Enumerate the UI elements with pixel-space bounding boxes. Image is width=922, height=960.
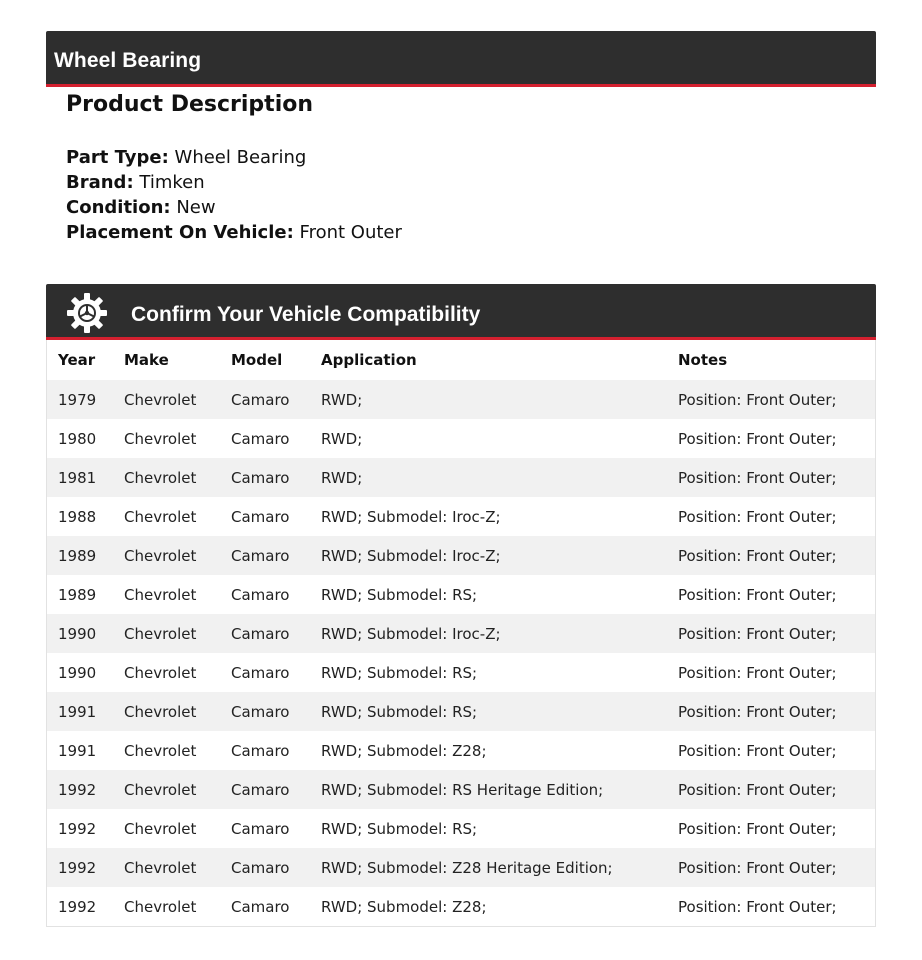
cell-make: Chevrolet bbox=[124, 468, 197, 487]
cell-application: RWD; Submodel: RS; bbox=[321, 585, 478, 604]
spec-value: Front Outer bbox=[299, 222, 402, 243]
product-title: Wheel Bearing bbox=[54, 49, 202, 72]
cell-year: 1979 bbox=[58, 390, 97, 409]
table-row bbox=[47, 692, 875, 731]
spec-label: Brand: bbox=[66, 172, 134, 193]
cell-year: 1992 bbox=[58, 780, 97, 799]
table-body bbox=[47, 380, 875, 926]
column-header-notes: Notes bbox=[678, 351, 728, 369]
cell-model: Camaro bbox=[231, 663, 290, 682]
cell-application: RWD; bbox=[321, 429, 363, 448]
cell-make: Chevrolet bbox=[124, 624, 197, 643]
cell-make: Chevrolet bbox=[124, 858, 197, 877]
cell-notes: Position: Front Outer; bbox=[678, 429, 837, 448]
table-row bbox=[47, 458, 875, 497]
spec-part-type bbox=[66, 145, 402, 170]
cell-model: Camaro bbox=[231, 624, 290, 643]
cell-make: Chevrolet bbox=[124, 429, 197, 448]
spec-condition bbox=[66, 195, 402, 220]
table-row bbox=[47, 731, 875, 770]
cell-model: Camaro bbox=[231, 780, 290, 799]
cell-notes: Position: Front Outer; bbox=[678, 468, 837, 487]
table-row bbox=[47, 770, 875, 809]
cell-notes: Position: Front Outer; bbox=[678, 624, 837, 643]
cell-notes: Position: Front Outer; bbox=[678, 819, 837, 838]
spec-value: New bbox=[176, 197, 216, 218]
cell-make: Chevrolet bbox=[124, 585, 197, 604]
column-header-model: Model bbox=[231, 351, 283, 369]
table-row bbox=[47, 653, 875, 692]
spec-list bbox=[66, 145, 402, 245]
product-description-section bbox=[66, 92, 846, 117]
cell-notes: Position: Front Outer; bbox=[678, 663, 837, 682]
cell-year: 1991 bbox=[58, 741, 97, 760]
column-header-make: Make bbox=[124, 351, 169, 369]
compatibility-title: Confirm Your Vehicle Compatibility bbox=[131, 303, 481, 326]
cell-model: Camaro bbox=[231, 468, 290, 487]
cell-model: Camaro bbox=[231, 858, 290, 877]
cell-make: Chevrolet bbox=[124, 507, 197, 526]
cell-notes: Position: Front Outer; bbox=[678, 546, 837, 565]
spec-label: Condition: bbox=[66, 197, 171, 218]
cell-model: Camaro bbox=[231, 546, 290, 565]
cell-year: 1991 bbox=[58, 702, 97, 721]
cell-model: Camaro bbox=[231, 702, 290, 721]
cell-year: 1981 bbox=[58, 468, 97, 487]
cell-make: Chevrolet bbox=[124, 702, 197, 721]
cell-application: RWD; Submodel: RS; bbox=[321, 819, 478, 838]
spec-placement bbox=[66, 220, 402, 245]
cell-notes: Position: Front Outer; bbox=[678, 390, 837, 409]
spec-label: Placement On Vehicle: bbox=[66, 222, 294, 243]
cell-model: Camaro bbox=[231, 390, 290, 409]
cell-application: RWD; Submodel: RS; bbox=[321, 663, 478, 682]
cell-application: RWD; Submodel: Iroc-Z; bbox=[321, 624, 501, 643]
cell-notes: Position: Front Outer; bbox=[678, 897, 837, 916]
table-row bbox=[47, 497, 875, 536]
column-header-application: Application bbox=[321, 351, 417, 369]
cell-make: Chevrolet bbox=[124, 741, 197, 760]
cell-make: Chevrolet bbox=[124, 780, 197, 799]
cell-model: Camaro bbox=[231, 429, 290, 448]
cell-make: Chevrolet bbox=[124, 546, 197, 565]
cell-model: Camaro bbox=[231, 819, 290, 838]
cell-model: Camaro bbox=[231, 507, 290, 526]
table-row bbox=[47, 575, 875, 614]
cell-make: Chevrolet bbox=[124, 390, 197, 409]
table-row bbox=[47, 419, 875, 458]
cell-make: Chevrolet bbox=[124, 897, 197, 916]
cell-model: Camaro bbox=[231, 585, 290, 604]
spec-label: Part Type: bbox=[66, 147, 169, 168]
cell-make: Chevrolet bbox=[124, 819, 197, 838]
cell-notes: Position: Front Outer; bbox=[678, 780, 837, 799]
compatibility-header-bar bbox=[46, 284, 876, 340]
spec-value: Timken bbox=[139, 172, 205, 193]
table-row bbox=[47, 614, 875, 653]
cell-notes: Position: Front Outer; bbox=[678, 702, 837, 721]
spec-value: Wheel Bearing bbox=[174, 147, 307, 168]
cell-year: 1992 bbox=[58, 858, 97, 877]
cell-year: 1990 bbox=[58, 663, 97, 682]
cell-year: 1992 bbox=[58, 897, 97, 916]
cell-notes: Position: Front Outer; bbox=[678, 585, 837, 604]
cell-notes: Position: Front Outer; bbox=[678, 507, 837, 526]
cell-notes: Position: Front Outer; bbox=[678, 741, 837, 760]
table-row bbox=[47, 809, 875, 848]
cell-year: 1990 bbox=[58, 624, 97, 643]
cell-year: 1980 bbox=[58, 429, 97, 448]
cell-application: RWD; Submodel: Iroc-Z; bbox=[321, 507, 501, 526]
compatibility-table bbox=[47, 340, 875, 926]
cell-model: Camaro bbox=[231, 741, 290, 760]
cell-year: 1989 bbox=[58, 546, 97, 565]
cell-notes: Position: Front Outer; bbox=[678, 858, 837, 877]
cell-application: RWD; Submodel: RS Heritage Edition; bbox=[321, 780, 604, 799]
cell-year: 1988 bbox=[58, 507, 97, 526]
table-row bbox=[47, 887, 875, 926]
cell-application: RWD; Submodel: Z28; bbox=[321, 897, 487, 916]
cell-application: RWD; Submodel: RS; bbox=[321, 702, 478, 721]
description-heading: Product Description bbox=[66, 92, 314, 117]
compatibility-table-wrapper bbox=[46, 340, 876, 927]
cell-year: 1989 bbox=[58, 585, 97, 604]
cell-year: 1992 bbox=[58, 819, 97, 838]
table-row bbox=[47, 536, 875, 575]
cell-application: RWD; bbox=[321, 468, 363, 487]
column-header-year: Year bbox=[58, 351, 96, 369]
product-title-bar bbox=[46, 31, 876, 87]
table-row bbox=[47, 380, 875, 419]
cell-application: RWD; Submodel: Iroc-Z; bbox=[321, 546, 501, 565]
spec-brand bbox=[66, 170, 402, 195]
gear-car-icon bbox=[66, 292, 108, 334]
cell-make: Chevrolet bbox=[124, 663, 197, 682]
table-header-row bbox=[47, 340, 875, 380]
cell-application: RWD; Submodel: Z28; bbox=[321, 741, 487, 760]
cell-application: RWD; Submodel: Z28 Heritage Edition; bbox=[321, 858, 613, 877]
table-row bbox=[47, 848, 875, 887]
cell-model: Camaro bbox=[231, 897, 290, 916]
cell-application: RWD; bbox=[321, 390, 363, 409]
